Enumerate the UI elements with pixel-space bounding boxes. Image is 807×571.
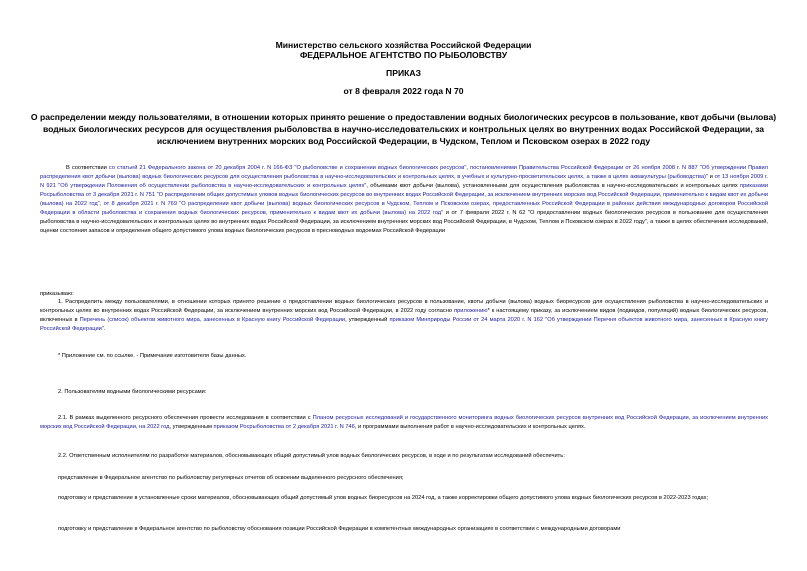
preamble-paragraph (40, 164, 768, 236)
item-1-text: 1. Распределить между пользователями, в отношении которых принято решение о предоставлении водных биологических ресурсов в пользование, квоты добычи (вылова) водных биоресурсов для осуществления рыболовства в научно-исследовательских и контрольных целях во внутренних водах Российской Федерации, за исключением внутренних морских вод Российской Федерации, в 2022 году согласно (40, 299, 768, 314)
prikazyvayu-label: приказываю: (40, 291, 74, 297)
appendix-link[interactable]: приложению (454, 308, 488, 314)
footnote: * Приложение см. по ссылке. - Примечание изготовителя базы данных. (58, 353, 247, 359)
item-2-1-text: , и программами выполнения работ в научно-исследовательских и контрольных целях. (354, 424, 586, 430)
preamble-text: , (466, 165, 470, 171)
order-769-link[interactable]: от 8 декабря 2021 г. N 769 "О распределении квот добычи (вылова) водных биологических ресурсов в Чудском, Теплом и Псковском озерах, предоставленных Российской Федерации в районах действия международных договоров Российской Федерации в области рыболовства и сохранения водных биологических ресурсов, применительно к видам квот их добычи (вылова) на 2022 год" (40, 201, 768, 216)
agency-name: ФЕДЕРАЛЬНОЕ АГЕНТСТВО ПО РЫБОЛОВСТВУ (299, 50, 508, 60)
order-751-link[interactable]: приказами Росрыболовства от 3 декабря 2021 г. N 751 "О распределении общих допустимых уловов водных биологических ресурсов во внутренних водах Российской Федерации, за исключением внутренних морских вод Российской Федерации, применительно к видам квот их добычи (вылова) на 2022 год" (40, 183, 769, 207)
item-1-paragraph (40, 298, 768, 334)
preamble-text: и (707, 174, 715, 180)
resolution-921-link[interactable]: от 13 ноября 2009 г. N 921 "Об утверждении Положения об осуществлении рыболовства в научно-исследовательских и контрольных целях" (40, 174, 769, 189)
research-plan-link[interactable]: Планом ресурсных исследований и государственного мониторинга водных биологических ресурсов внутренних вод Российской Федерации, за исключением внутренних морских вод Российской Федерации, на 2022 год (40, 415, 768, 430)
item-1-text: . (103, 326, 106, 332)
resolution-887-link[interactable]: постановлениями Правительства Российской Федерации от 26 ноября 2008 г. N 887 "Об утверждении Правил распределения квот добычи (вылова) водных биологических ресурсов для осуществления рыболовства в научно-исследовательских и контрольных целях, в учебных и культурно-просветительских целях, а также в целях аквакультуры (рыбоводства)" (40, 165, 768, 180)
bullet-international: подготовку и представление в Федеральное агентство по рыболовству обоснования позиции Российской Федерации в компетентных международных организациях в соответствии с международными договорами (58, 526, 621, 532)
document-title: О распределении между пользователями, в отношении которых принято решение о предоставлении водных биологических ресурсов в пользование, квот добычи (вылова) водных биологических ресурсов для осуществления рыболовства в научно-исследовательских и контрольных целях во внутренних водах Российской Федерации, за исключением внутренних морских вод Российской Федерации, в Чудском, Теплом и Псковском озерах в 2022 году (30, 112, 777, 146)
item-2-1-text: 2.1. В рамках выделенного ресурсного обеспечения провести исследования в соответствии с (58, 415, 313, 421)
order-162-link[interactable]: приказом Минприроды России от 24 марта 2020 г. N 162 "Об утверждении Перечня объектов животного мира, занесенных в Красную книгу Российской Федерации" (40, 317, 768, 332)
item-2-1-paragraph (40, 414, 768, 432)
preamble-text: и от 7 февраля 2022 г. N 62 "О предоставлении водных биологических ресурсов в пользование для осуществления рыболовства в научно-исследовательских и контрольных целях во внутренних водах Российской Федерации, за исключением внутренних морских вод Российской Федерации, в Чудском, Теплом и Псковском озерах в 2022 году", а также в целях обеспечения исследований, оценки состояния запасов и определения общего допустимого улова водных биологических ресурсов в пресноводных водоемах Российской Федерации (40, 210, 768, 234)
preamble-text: В соответствии (66, 165, 109, 171)
red-book-list-link[interactable]: Перечень (список) объектов животного мира, занесенных в Красную книгу Российской Федерации (79, 317, 346, 323)
bullet-reports: представление в Федеральное агентство по рыболовству регулярных отчетов об освоении выделенного ресурсного обеспечения; (58, 475, 404, 481)
item-2-2: 2.2. Ответственным исполнителям по разработке материалов, обосновывающих общий допустимый улов водных биологических ресурсов, в ходе и по результатам исследований обеспечить: (58, 453, 565, 459)
preamble-text: , объемами квот добычи (вылова), установленными для осуществления рыболовства в научно-исследовательских и контрольных целях (366, 183, 741, 189)
preamble-text: , (99, 201, 104, 207)
ministry-name: Министерство сельского хозяйства Российской Федерации (275, 40, 532, 50)
item-2: 2. Пользователям водными биологическими ресурсами: (58, 389, 207, 395)
document-date: от 8 февраля 2022 года N 70 (343, 86, 464, 96)
item-1-text: * к настоящему приказу, за исключением видов (подвидов, популяций) водных биологических ресурсов, включенных в (40, 308, 768, 323)
item-1-text: , утвержденный (345, 317, 390, 323)
law-166-link[interactable]: со статьей 21 Федерального закона от 20 декабря 2004 г. N 166-ФЗ "О рыболовстве и сохранении водных биологических ресурсов" (108, 165, 467, 171)
document-type: ПРИКАЗ (386, 68, 421, 78)
bullet-materials: подготовку и представление в установленные сроки материалов, обосновывающих общий допустимый улов водных биоресурсов на 2024 год, а также корректировки общего допустимого улова водных биологических ресурсов в 2022-2023 годах; (58, 495, 709, 501)
order-746-link[interactable]: приказом Росрыболовства от 2 декабря 2021 г. N 746 (213, 424, 355, 430)
item-2-1-text: , утвержденным (169, 424, 214, 430)
